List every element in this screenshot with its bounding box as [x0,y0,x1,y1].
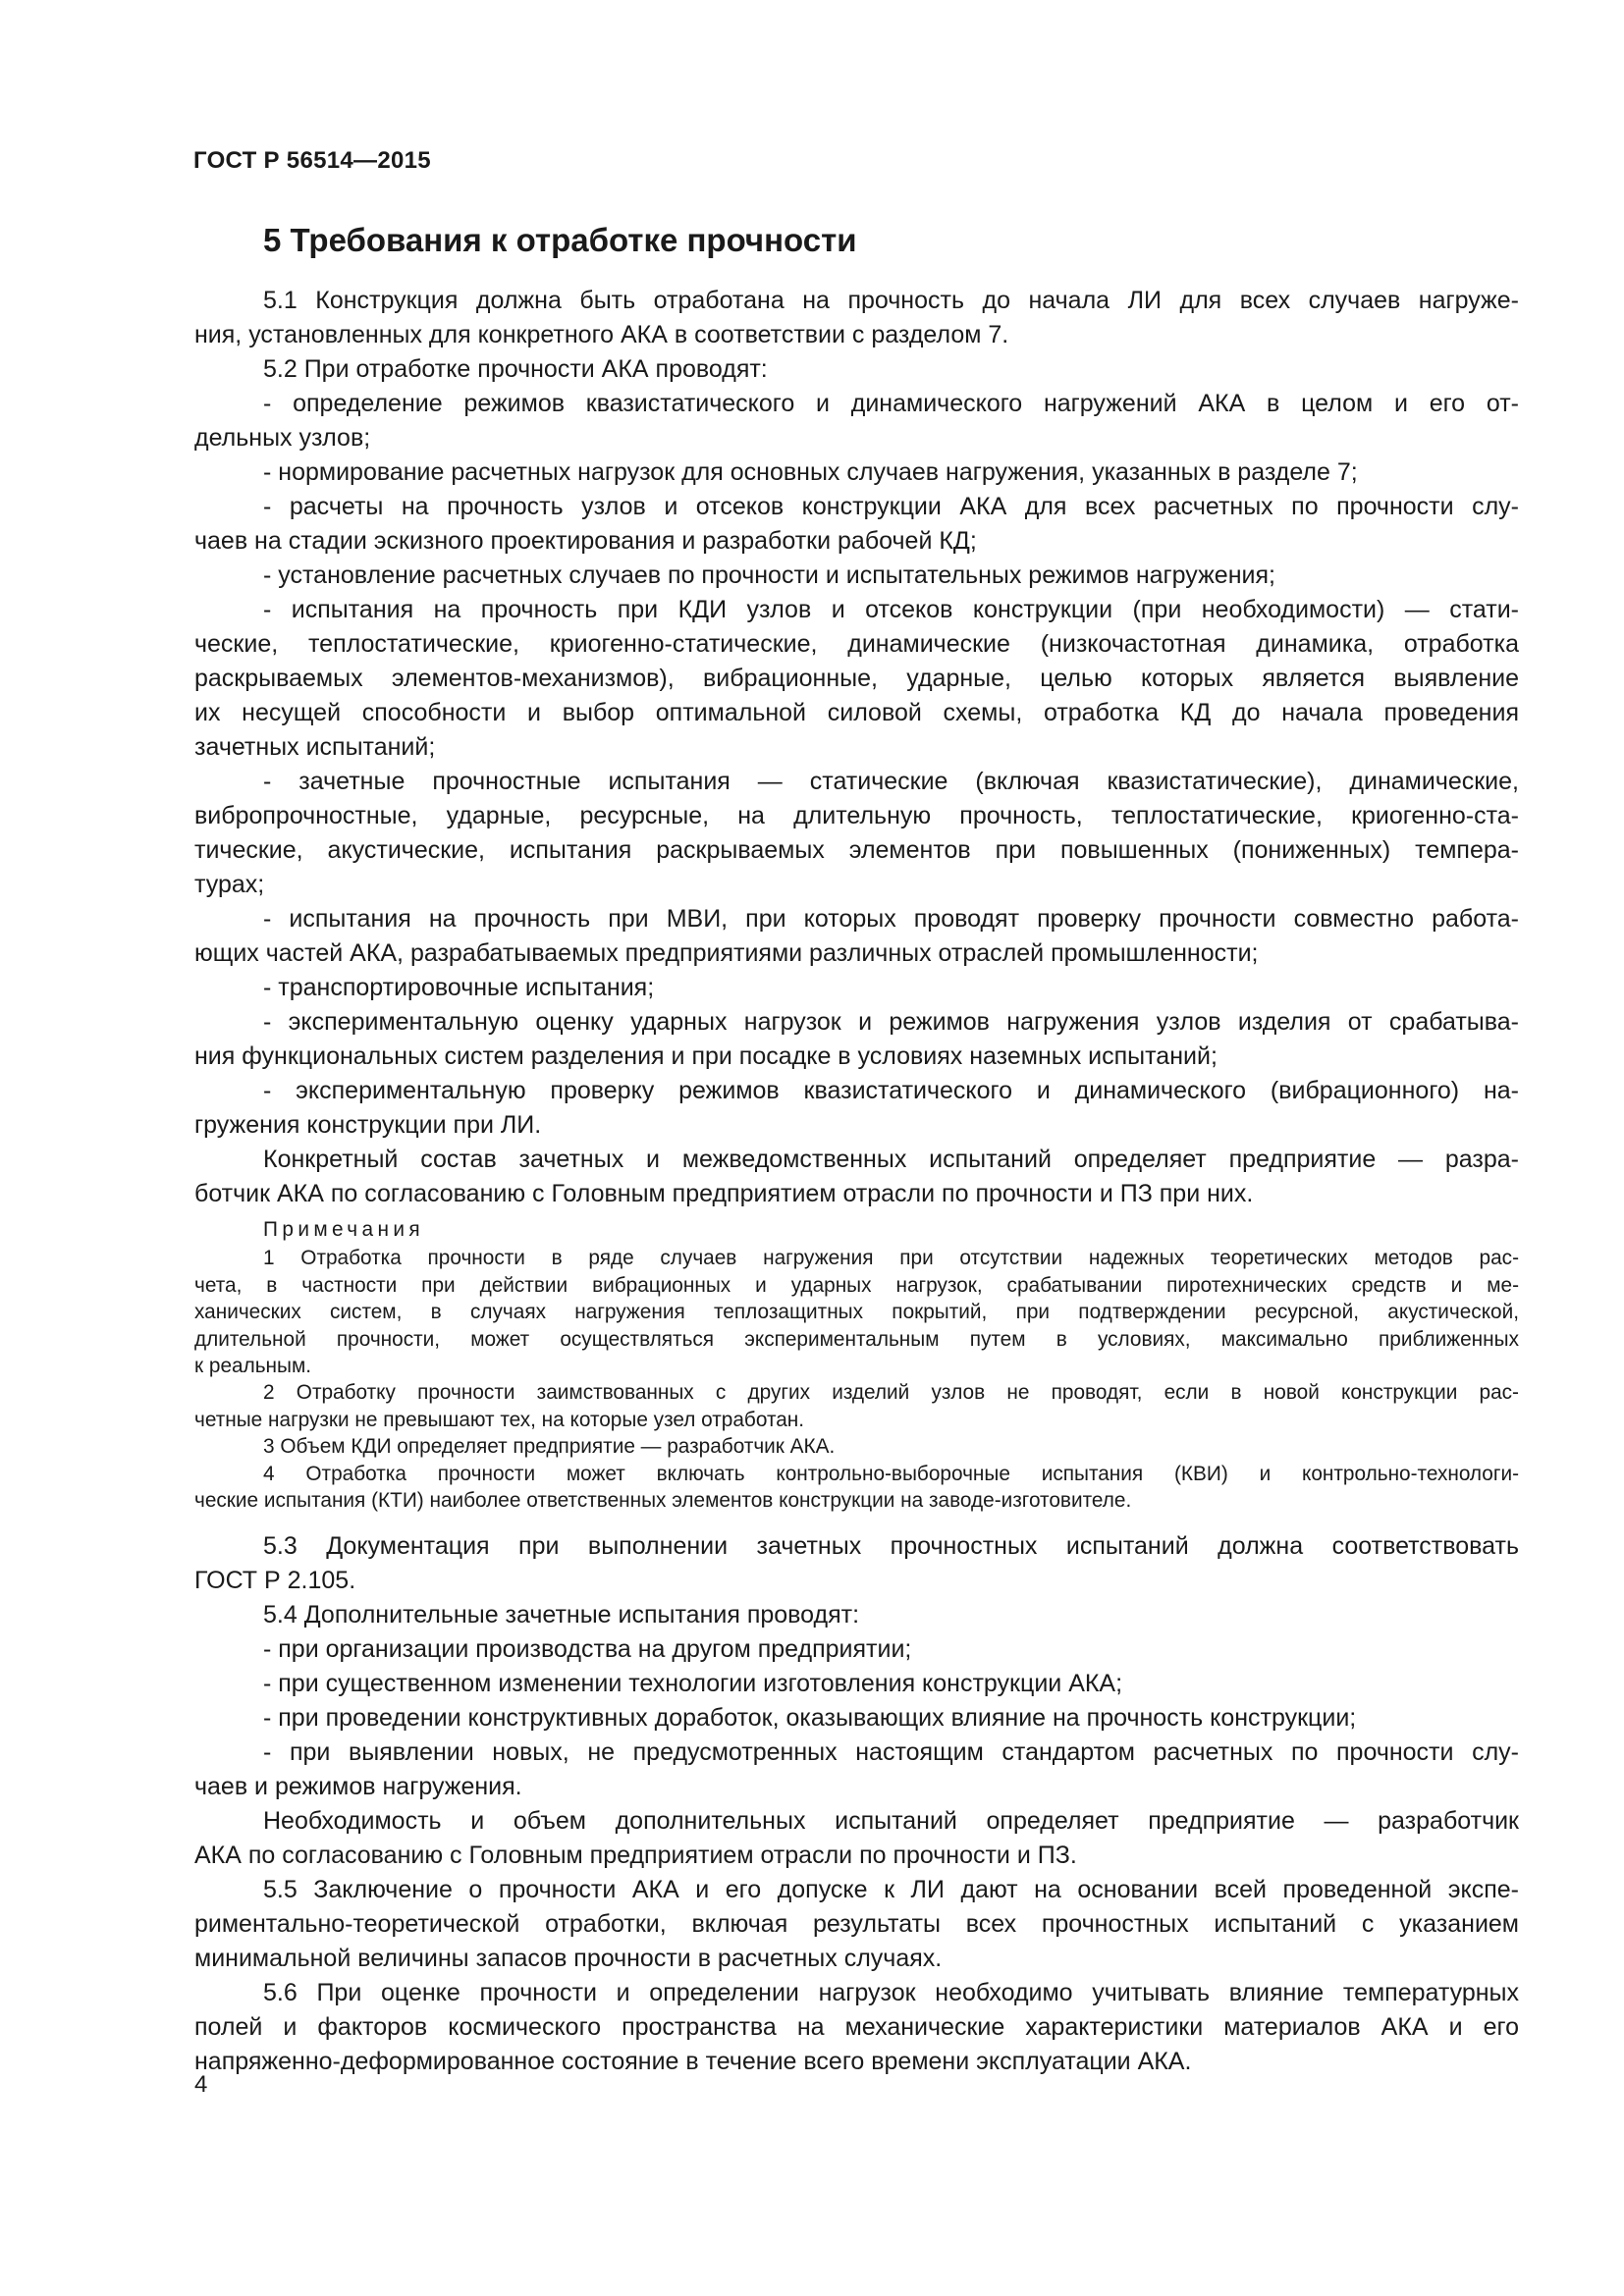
text-line: 3 Объем КДИ определяет предприятие — разработчик АКА. [263,1435,836,1459]
notes-heading: Примечания [263,1218,425,1241]
text-line: АКА по согласованию с Головным предприятием отрасли по прочности и ПЗ. [194,1842,1077,1870]
text-line: 5.2 При отработке прочности АКА проводят: [263,355,768,383]
text-line: - расчеты на прочность узлов и отсеков конструкции АКА для всех расчетных по прочности слу- [263,493,1519,520]
paragraph [194,902,1519,971]
text-line: - испытания на прочность при МВИ, при которых проводят проверку прочности совместно работа- [263,905,1519,933]
paragraph [194,765,1519,902]
paragraph [194,387,1519,455]
paragraphs-after-notes [194,1529,1519,2079]
text-line: - экспериментальную проверку режимов квазистатического и динамического (вибрационного) на- [263,1077,1519,1104]
text-line: 5.6 При оценке прочности и определении нагрузок необходимо учитывать влияние температурных [263,1979,1519,2007]
text-line: чаев на стадии эскизного проектирования и разработки рабочей КД; [194,527,977,555]
notes-block [194,1216,1519,1514]
paragraph [194,1005,1519,1074]
text-line: - экспериментальную оценку ударных нагрузок и режимов нагружения узлов изделия от срабатыва- [263,1008,1519,1036]
note-item [194,1461,1519,1515]
text-line: Конкретный состав зачетных и межведомственных испытаний определяет предприятие — разра- [263,1146,1519,1173]
text-line: - зачетные прочностные испытания — статические (включая квазистатические), динамические, [263,768,1519,795]
text-line: чета, в частности при действии вибрационных и ударных нагрузок, срабатывании пиротехнических средств и ме- [194,1273,1519,1297]
text-line: ческие, теплостатические, криогенно-статические, динамические (низкочастотная динамика, отработка [194,630,1519,658]
text-line: их несущей способности и выбор оптимальной силовой схемы, отработка КД до начала проведения [194,699,1519,726]
document-body [194,284,1519,2079]
note-item [194,1379,1519,1433]
text-line: - нормирование расчетных нагрузок для основных случаев нагружения, указанных в разделе 7; [263,458,1358,486]
document-header: ГОСТ Р 56514—2015 [193,147,431,174]
text-line: минимальной величины запасов прочности в расчетных случаях. [194,1945,943,1973]
paragraph [194,1873,1519,1976]
paragraph [194,971,1519,1005]
text-line: ющих частей АКА, разрабатываемых предприятиями различных отраслей промышленности; [194,939,1259,967]
paragraph [194,1598,1519,1632]
text-line: риментально-теоретической отработки, включая результаты всех прочностных испытаний с указанием [194,1910,1519,1939]
text-line: - транспортировочные испытания; [263,974,655,1001]
text-line: раскрываемых элементов-механизмов), вибрационные, ударные, целью которых является выявление [194,665,1519,692]
paragraph [194,1143,1519,1211]
text-line: 2 Отработку прочности заимствованных с других изделий узлов не проводят, если в новой конструкции рас- [263,1381,1519,1405]
text-line: ния функциональных систем разделения и при посадке в условиях наземных испытаний; [194,1042,1218,1070]
text-line: - определение режимов квазистатического и динамического нагружений АКА в целом и его от- [263,390,1519,417]
text-line: гружения конструкции при ЛИ. [194,1111,542,1139]
text-line: ческие испытания (КТИ) наиболее ответственных элементов конструкции на заводе-изготовителе. [194,1489,1132,1513]
text-line: ботчик АКА по согласованию с Головным предприятием отрасли по прочности и ПЗ при них. [194,1180,1254,1207]
paragraph [194,1701,1519,1735]
text-line: длительной прочности, может осуществляться экспериментальным путем в условиях, максимально приближенных [194,1327,1519,1351]
text-line: ГОСТ Р 2.105. [194,1567,356,1595]
text-line: - при существенном изменении технологии изготовления конструкции АКА; [263,1670,1123,1698]
text-line: Необходимость и объем дополнительных испытаний определяет предприятие — разработчик [263,1807,1519,1836]
paragraph [194,559,1519,593]
text-line: - при выявлении новых, не предусмотренных настоящим стандартом расчетных по прочности слу- [263,1738,1519,1767]
text-line: полей и факторов космического пространства на механические характеристики материалов АКА и его [194,2013,1519,2042]
text-line: 5.3 Документация при выполнении зачетных прочностных испытаний должна соответствовать [263,1532,1519,1561]
text-line: 5.1 Конструкция должна быть отработана на прочность до начала ЛИ для всех случаев нагруже- [263,287,1519,314]
text-line: 5.4 Дополнительные зачетные испытания проводят: [263,1601,860,1629]
text-line: чаев и режимов нагружения. [194,1773,522,1801]
paragraph [194,1632,1519,1667]
paragraph [194,1667,1519,1701]
paragraphs-before-notes [194,284,1519,1211]
paragraph [194,1074,1519,1143]
note-item [194,1245,1519,1379]
text-line: четные нагрузки не превышают тех, на которые узел отработан. [194,1408,805,1431]
text-line: 5.5 Заключение о прочности АКА и его допуске к ЛИ дают на основании всей проведенной экспе- [263,1876,1519,1904]
paragraph [194,455,1519,490]
paragraph [194,593,1519,765]
section-title: 5 Требования к отработке прочности [263,222,857,258]
text-line: - установление расчетных случаев по прочности и испытательных режимов нагружения; [263,561,1275,589]
text-line: тические, акустические, испытания раскрываемых элементов при повышенных (пониженных) темпера- [194,836,1519,864]
page-number: 4 [194,2071,208,2098]
text-line: турах; [194,871,265,898]
text-line: - при организации производства на другом предприятии; [263,1635,912,1664]
text-line: - испытания на прочность при КДИ узлов и отсеков конструкции (при необходимости) — стати- [263,596,1519,623]
text-line: 1 Отработка прочности в ряде случаев нагружения при отсутствии надежных теоретических методов рас- [263,1247,1519,1270]
paragraph [194,1976,1519,2079]
text-line: зачетных испытаний; [194,733,436,761]
paragraph [194,352,1519,387]
text-line: к реальным. [194,1355,312,1378]
paragraph [194,1804,1519,1873]
paragraph [194,490,1519,559]
note-item [194,1433,1519,1460]
text-line: - при проведении конструктивных доработок, оказывающих влияние на прочность конструкции; [263,1704,1357,1733]
paragraph [194,284,1519,352]
text-line: ния, установленных для конкретного АКА в соответствии с разделом 7. [194,321,1009,348]
text-line: ханических систем, в случаях нагружения теплозащитных покрытий, при подтверждении ресурсной, акустической, [194,1301,1519,1324]
text-line: дельных узлов; [194,424,371,452]
notes-list [194,1245,1519,1514]
paragraph [194,1735,1519,1804]
text-line: напряженно-деформированное состояние в течение всего времени эксплуатации АКА. [194,2048,1192,2076]
text-line: вибропрочностные, ударные, ресурсные, на длительную прочность, теплостатические, криогенно-ста- [194,802,1519,829]
text-line: 4 Отработка прочности может включать контрольно-выборочные испытания (КВИ) и контрольно-технологи- [263,1462,1519,1485]
paragraph [194,1529,1519,1598]
